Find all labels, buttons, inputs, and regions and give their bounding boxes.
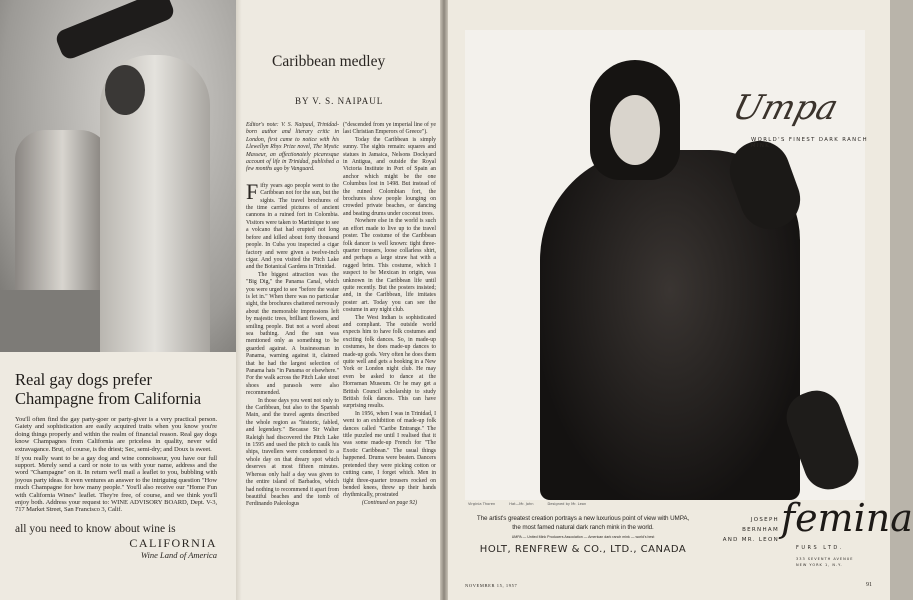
photo-credits	[468, 502, 586, 507]
promo-line: the most famed natural dark ranch mink in the world.	[512, 524, 654, 531]
femina-logo: femina	[781, 496, 913, 540]
designer-line: AND MR. LEON	[722, 537, 779, 543]
address	[796, 556, 854, 568]
left-page	[0, 0, 440, 600]
ad-slogan: Wine Land of America	[140, 550, 217, 561]
retailer: HOLT, RENFREW & CO., LTD., CANADA	[479, 544, 687, 555]
article-paragraph: ("descended from ye imperial line of ye last Christian Emperors of Greece").	[343, 122, 436, 136]
umpa-logo: Umpa	[728, 88, 843, 128]
article-column-2	[343, 122, 436, 594]
drop-cap: F	[246, 178, 259, 204]
page-number: 91	[866, 582, 872, 588]
ad-tagline: all you need to know about wine is	[15, 523, 176, 536]
article-paragraph: Today the Caribbean is simply sunny. The sights remain: squares and statues in Jamaica, Nelsons Dockyard in Antigua, and outside the Royal Victoria Institute in Port of Spain an anchor which might be the one Columbus lost in 1498. But instead of the ruined Colombian fort, the brochures show people lounging on crowded private beaches, or dancing and beating drums under coconut trees.	[343, 136, 436, 217]
page-spine	[440, 0, 448, 600]
article-paragraph: The biggest attraction was the "Big Dig," the Panama Canal, which you were urged to see "before the water is let in." When there was no particular sight, the brochures chattered nervously about the memorable impressions left by majestic trees, brilliant flowers, and smiling people. But not a word about sea bathing. And the sun was mentioned only as something to be guarded against. A businessman in Panama, warning against it, claimed that he had the largest selection of Panama hats "in Panama or elsewhere." For the walk across the Pitch Lake stout shoes and parasols were also recommended.	[246, 271, 339, 397]
umpa-subtitle: WORLD'S FINEST DARK RANCH MINK	[751, 137, 868, 149]
right-page	[448, 0, 913, 600]
ad-headline	[15, 370, 217, 408]
champagne-ad	[15, 370, 217, 560]
issue-date: NOVEMBER 15, 1957	[465, 583, 518, 588]
promo-text	[477, 514, 689, 532]
ad-brand: CALIFORNIA	[129, 536, 217, 551]
headline-line: Real gay dogs prefer	[15, 370, 152, 389]
column-divider	[236, 0, 242, 600]
ad-paragraph: If you really want to be a gay dog and wine connoisseur, you have our full support. Merely send a card or note to us with your name, address and the word "Champagne" on it. In return we'll mail a leaflet to you, bubbling with joyous party ideas. It even ventures an answer to the intriguing question "How much Champagne for how many people." You'll also receive our "Home Fun with California Wines" leaflet. They're free, of course, and we think you'll enjoy both. Address your request to: WINE ADVISORY BOARD, Dept. V-3, 717 Market Street, San Francisco 3, Calif.	[15, 454, 217, 514]
article-paragraph: ifty years ago people went to the Caribbean not for the sun, but the sights. The travel brochures of the time carried pictures of ancient cannons in a ruined fort in Colombia. Visitors were taken to Martinique to see a volcano that had erupted not long before and killed about forty thousand people. In Cuba you inspected a cigar factory and were given a twelve-inch cigar. And you visited the Pitch Lake and the Botanical Gardens in Trinidad.	[246, 182, 339, 271]
article-paragraph: The West Indian is sophisticated and compliant. The outside world expects him to have folk costumes and exciting folk dances. So, in made-up costumes, he does made-up dances to made-up gods. Very often he does them quite well and gets a booking in a New York or London night club. He may even be asked to dance at the Hornsman Museum. Or he may get a British Council scholarship to study British folk dances. This can have surprising results.	[343, 314, 436, 410]
designer-credit	[714, 515, 779, 545]
furs-ltd: FURS LTD.	[796, 545, 844, 551]
article-paragraph: In those days you went not only to the Caribbean, but also to the Spanish Main, and the travel agents described the whole region as "historic, fabled, and legendary." Because Sir Walter Raleigh had discovered the Pitch Lake in 1595 and used the pitch to caulk his ships, travellers were condemned to a whole day on that dreary spot which deserves at most fifteen minutes. Whereas only half a day was given to the entire island of Barbados, which had nothing to recommend it apart from beautiful beaches and the tomb of Ferdinando Paleologus	[246, 397, 339, 508]
credit: Virginia Thoren	[468, 502, 496, 506]
article-paragraph: In 1956, when I was in Trinidad, I went to an exhibition of made-up folk dances called "Caribe Entrange." The title puzzled me until I realised that it was some made-up French for "The Exotic Caribbean." The usual things happened. Drums were beaten. Dancers pretended they were picking cotton or cutting cane, I forget which. Men in tight three-quarter trousers rocked on bended knees, threw up their hands rhythmically, prostrated	[343, 410, 436, 499]
credit: Hat—Mr. John	[509, 502, 534, 506]
article-column-1	[246, 122, 339, 594]
promo-fine-print: UMPA — United Mink Producers Association — American dark ranch mink — world's best	[511, 535, 655, 539]
address-line: 333 SEVENTH AVENUE	[796, 557, 854, 561]
ad-body	[15, 416, 217, 515]
credit: Designed by Mr. Leon	[547, 502, 587, 506]
address-line: NEW YORK 1, N.Y.	[796, 563, 843, 567]
headline-line: Champagne from California	[15, 389, 202, 408]
continued-link[interactable]: (Continued on page 92)	[361, 499, 418, 506]
editors-note: Editor's note: V. S. Naipaul, Trinidad-born author and literary critic in London, first came to notice with his Llewellyn Rhys Prize novel, The Mystic Masseur, an affectionately picaresque account of life in Trinidad, published a few months ago by Vanguard.	[246, 122, 339, 173]
promo-block	[456, 514, 710, 556]
article-title: Caribbean medley	[272, 53, 386, 70]
promo-line: The artist's greatest creation portrays a new luxurious point of view with UMPA,	[476, 515, 690, 522]
article-paragraph: Nowhere else in the world is such an effort made to live up to the travel poster. The costume of the Caribbean folk dancer is well known: tight three-quarter trousers, loose collarless shirt, and perhaps a large straw hat with a ragged brim. This costume, which I suspect to be Mexican in origin, was unknown in the Caribbean life until quite recently. But the posters insisted; and, in the Caribbean, life imitates poster art. Today you can see the costume in any night club.	[343, 218, 436, 314]
champagne-ad-photo	[0, 0, 236, 352]
article-byline: BY V. S. NAIPAUL	[295, 96, 384, 106]
designer-line: JOSEPH BERNHAM	[742, 517, 779, 533]
ad-paragraph: You'll often find the gay party-goer or party-giver is a very practical person. Gaiety and sophistication are easily acquired traits when you know you're doing things properly and within the realm of financial reason. Real gay dogs know Champagnes from California are priceless in quality, never wild extravagance. Brut, of course, is the driest; Sec, semi-dry; and Doux is sweet.	[15, 416, 217, 453]
